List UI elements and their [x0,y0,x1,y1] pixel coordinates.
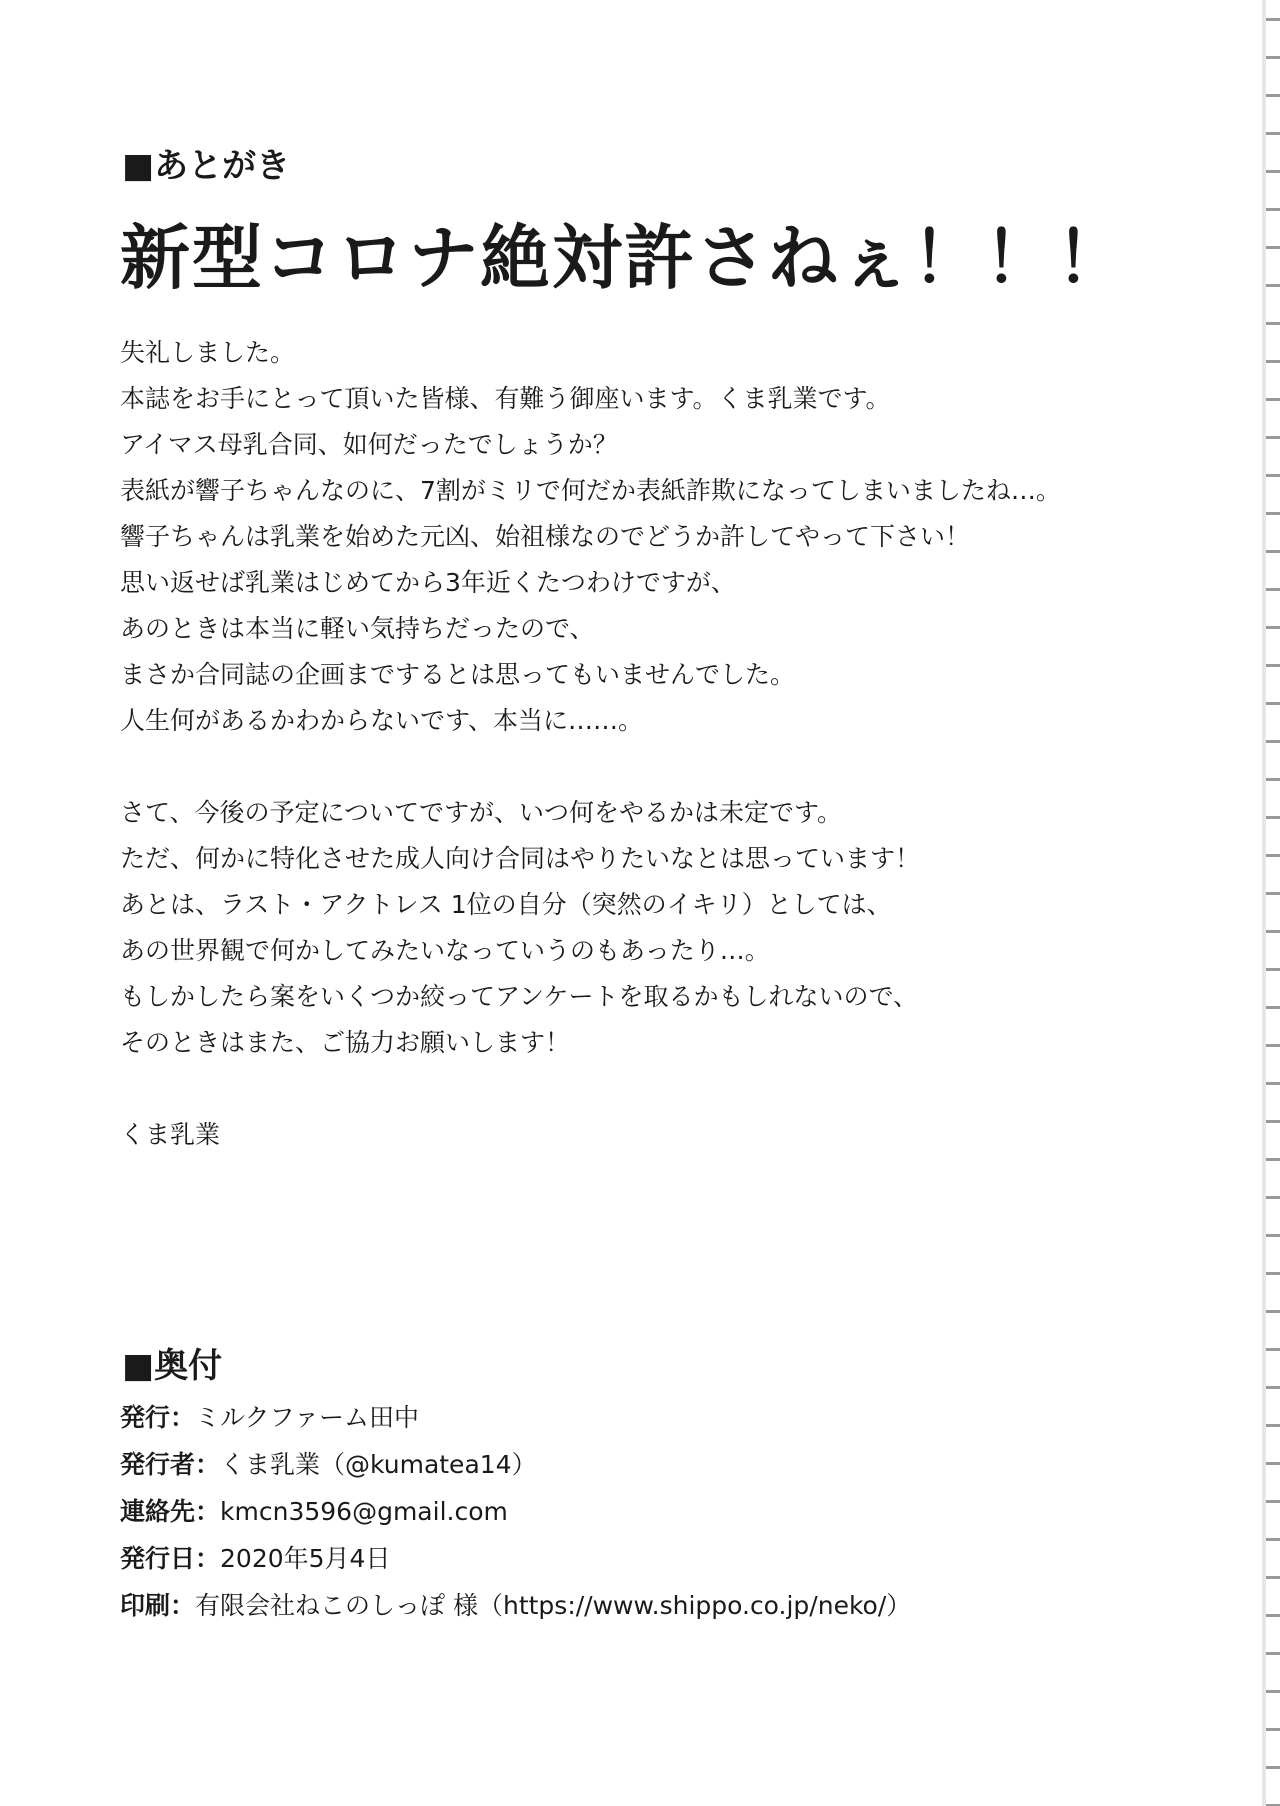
colophon-label: 発行者 [120,1450,196,1479]
afterword-heading: ■あとがき [122,146,291,186]
colophon-row-date [120,1535,1200,1582]
text-line: ただ、何かに特化させた成人向け合同はやりたいなとは思っています！ [120,844,921,873]
page-edge-binding-marks [1266,0,1280,1806]
text-line: まさか合同誌の企画までするとは思ってもいませんでした。 [120,660,796,689]
colophon-heading: ■奥付 [122,1346,223,1386]
text-line: 表紙が響子ちゃんなのに、7割がミリで何だか表紙詐欺になってしまいましたね…。 [120,476,1061,505]
afterword-title: 新型コロナ絶対許さねぇ！！！ [120,217,1128,299]
text-line: さて、今後の予定についてですが、いつ何をやるかは未定です。 [120,798,843,827]
colophon-row-publisher [120,1394,1200,1441]
text-line: 響子ちゃんは乳業を始めた元凶、始祖様なのでどうか許してやって下さい！ [120,522,971,551]
colophon-row-issuer [120,1441,1200,1488]
colophon-value: ミルクファーム田中 [195,1403,420,1432]
colophon-row-printer [120,1582,1200,1629]
signature: くま乳業 [120,1120,221,1149]
text-line: あとは、ラスト・アクトレス 1位の自分（突然のイキリ）としては、 [120,890,892,919]
paragraph-spacer [120,744,1200,790]
text-line: 失礼しました。 [120,338,296,367]
text-line: アイマス母乳合同、如何だったでしょうか？ [120,430,618,459]
colophon-value: 有限会社ねこのしっぽ 様（https://www.shippo.co.jp/neko/） [195,1591,912,1620]
text-line: あの世界観で何かしてみたいなっていうのもあったり…。 [120,936,770,965]
text-line: 人生何があるかわからないです、本当に……。 [120,706,644,735]
text-line: そのときはまた、ご協力お願いします！ [120,1028,571,1057]
colophon-label: 発行日 [120,1544,196,1573]
colophon-value: kmcn3596@gmail.com [220,1497,508,1526]
colophon-list [120,1394,1200,1629]
colophon-label: 連絡先 [120,1497,196,1526]
afterword-body [120,330,1200,1158]
colophon-separator: ： [170,1403,196,1432]
colophon-value: くま乳業（@kumatea14） [220,1450,537,1479]
colophon-separator: ： [170,1591,196,1620]
colophon-separator: ： [195,1450,221,1479]
colophon-separator: ： [195,1497,221,1526]
paragraph-spacer [120,1066,1200,1112]
text-line: あのときは本当に軽い気持ちだったので、 [120,614,595,643]
colophon-separator: ： [195,1544,221,1573]
colophon-label: 印刷 [120,1591,171,1620]
text-line: 本誌をお手にとって頂いた皆様、有難う御座います。くま乳業です。 [120,384,891,413]
colophon-label: 発行 [120,1403,171,1432]
text-line: 思い返せば乳業はじめてから3年近くたつわけですが、 [120,568,736,597]
colophon-value: 2020年5月4日 [220,1544,391,1573]
colophon-row-contact [120,1488,1200,1535]
text-line: もしかしたら案をいくつか絞ってアンケートを取るかもしれないので、 [120,982,919,1011]
